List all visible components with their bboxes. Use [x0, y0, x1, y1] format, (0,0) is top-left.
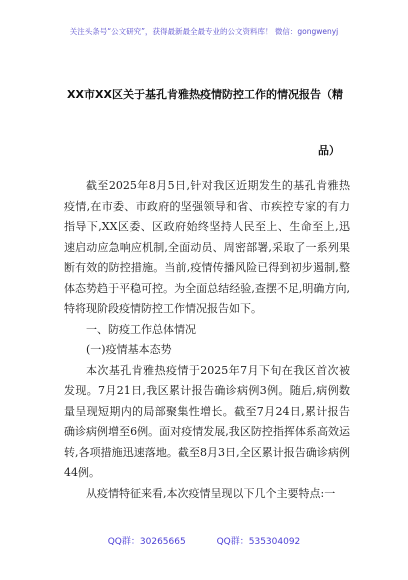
title-line-1: XX市XX区关于基孔肯雅热疫情防控工作的情况报告（精 — [67, 88, 343, 101]
promo-header: 关注头条号“公文研究”，获得最新最全最专业的公文资料库！ 微信：gongwenyj — [69, 27, 339, 36]
qq-group-1: QQ群：30265665 — [107, 537, 186, 547]
section-heading: 一、防疫工作总体情况 — [86, 322, 196, 336]
subsection-heading: (一)疫情基本态势 — [86, 343, 172, 356]
title-line-2: 品） — [318, 144, 340, 157]
document-body — [64, 176, 350, 504]
features-paragraph: 从疫情特征来看,本次疫情呈现以下几个主要特点:一 — [86, 486, 336, 500]
qq-footer — [0, 534, 408, 547]
document-title — [60, 67, 350, 179]
situation-paragraph: 本次基孔肯雅热疫情于2025年7月下旬在我区首次被发现。7月21日,我区累计报告确诊病例3例。随后,病例数量呈现短期内的局部聚集性增长。截至7月24日,累计报告确诊病例增至6例。面对疫情发展,我区防控指挥体系高效运转,各项措施迅速落地。截至8月3日,全区累计报告确诊病例44例。 — [64, 363, 350, 479]
intro-paragraph: 截至2025年8月5日,针对我区近期发生的基孔肯雅热疫情,在市委、市政府的坚强领导和省、市疾控专家的有力指导下,XX区委、区政府始终坚持人民至上、生命至上,迅速启动应急响应机制,全面动员、周密部署,采取了一系列果断有效的防控措施。当前,疫情传播风险已得到初步遏制,整体态势趋于平稳可控。为全面总结经验,查摆不足,明确方向,特将现阶段疫情防控工作情况报告如下。 — [64, 179, 350, 315]
qq-group-2: QQ群：535304092 — [216, 537, 301, 547]
